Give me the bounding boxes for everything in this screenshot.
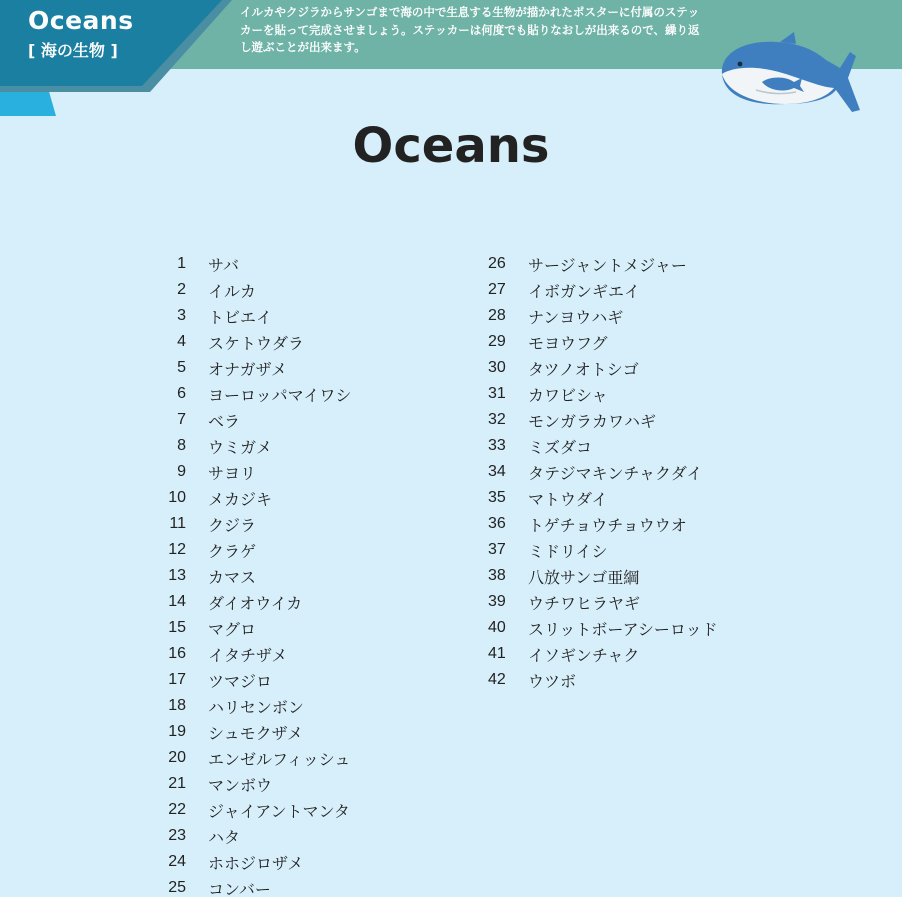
list-item <box>160 823 351 849</box>
item-number: 2 <box>177 281 186 298</box>
item-number: 39 <box>488 593 506 610</box>
item-name: ジャイアントマンタ <box>208 801 350 821</box>
item-number: 33 <box>488 437 506 454</box>
item-name: イボガンギエイ <box>528 281 641 301</box>
list-item <box>478 277 718 303</box>
item-name: クラゲ <box>208 541 257 561</box>
item-number: 31 <box>488 385 506 402</box>
list-item <box>160 849 351 875</box>
list-item <box>478 329 718 355</box>
item-name: ナンヨウハギ <box>528 307 624 327</box>
list-item <box>160 277 351 303</box>
item-name: モンガラカワハギ <box>528 411 657 431</box>
list-item <box>160 693 351 719</box>
item-number: 14 <box>168 593 186 610</box>
item-number: 17 <box>168 671 186 688</box>
item-number: 19 <box>168 723 186 740</box>
item-name: サージャントメジャー <box>528 255 687 275</box>
item-number: 38 <box>488 567 506 584</box>
item-name: イルカ <box>208 281 257 301</box>
item-name: モヨウフグ <box>528 333 608 353</box>
item-number: 24 <box>168 853 186 870</box>
item-number: 13 <box>168 567 186 584</box>
item-name: スリットボーアシーロッド <box>528 619 718 639</box>
list-item <box>478 407 718 433</box>
item-number: 23 <box>168 827 186 844</box>
item-name: ミズダコ <box>528 437 593 457</box>
list-item <box>160 537 351 563</box>
list-item <box>160 485 351 511</box>
item-name: マグロ <box>208 619 257 639</box>
item-name: サヨリ <box>208 463 257 483</box>
list-item <box>160 355 351 381</box>
item-number: 25 <box>168 879 186 896</box>
page-title: Oceans <box>352 118 550 174</box>
list-item <box>478 563 718 589</box>
list-item <box>160 875 351 897</box>
item-number: 34 <box>488 463 506 480</box>
list-item <box>160 433 351 459</box>
item-number: 29 <box>488 333 506 350</box>
item-name: クジラ <box>208 515 257 535</box>
whale-icon <box>716 30 862 118</box>
item-name: ホホジロザメ <box>208 853 304 873</box>
list-item <box>478 459 718 485</box>
item-number: 37 <box>488 541 506 558</box>
item-name: マトウダイ <box>528 489 608 509</box>
item-name: ヨーロッパマイワシ <box>208 385 352 405</box>
item-name: マンボウ <box>208 775 273 795</box>
list-item <box>478 381 718 407</box>
item-number: 35 <box>488 489 506 506</box>
item-number: 16 <box>168 645 186 662</box>
species-list-right <box>478 251 718 693</box>
item-name: スケトウダラ <box>208 333 304 353</box>
item-name: ウミガメ <box>208 437 273 457</box>
item-name: エンゼルフィッシュ <box>208 749 351 769</box>
list-item <box>478 511 718 537</box>
list-item <box>160 615 351 641</box>
item-name: ツマジロ <box>208 671 273 691</box>
item-number: 41 <box>488 645 506 662</box>
list-item <box>160 303 351 329</box>
item-name: イタチザメ <box>208 645 288 665</box>
item-name: ハタ <box>208 827 241 847</box>
item-name: ウツボ <box>528 671 577 691</box>
item-number: 4 <box>177 333 186 350</box>
item-number: 11 <box>169 515 186 532</box>
item-number: 36 <box>488 515 506 532</box>
badge-subtitle: [ 海の生物 ] <box>28 41 118 60</box>
list-item <box>160 407 351 433</box>
list-item <box>478 641 718 667</box>
item-number: 30 <box>488 359 506 376</box>
item-number: 15 <box>168 619 186 636</box>
item-number: 5 <box>177 359 186 376</box>
item-number: 26 <box>488 255 506 272</box>
item-name: 八放サンゴ亜綱 <box>528 567 640 587</box>
list-item <box>160 511 351 537</box>
item-number: 12 <box>168 541 186 558</box>
list-item <box>160 745 351 771</box>
item-number: 7 <box>177 411 186 428</box>
item-name: シュモクザメ <box>208 723 304 743</box>
list-item <box>478 433 718 459</box>
list-item <box>478 251 718 277</box>
list-item <box>478 537 718 563</box>
list-item <box>478 589 718 615</box>
list-item <box>478 615 718 641</box>
list-item <box>160 641 351 667</box>
item-name: イソギンチャク <box>528 645 640 665</box>
list-item <box>478 303 718 329</box>
list-item <box>160 251 351 277</box>
item-name: タテジマキンチャクダイ <box>528 463 703 483</box>
item-number: 1 <box>177 255 186 272</box>
list-item <box>478 485 718 511</box>
list-item <box>160 459 351 485</box>
item-number: 9 <box>177 463 186 480</box>
item-name: メカジキ <box>208 489 273 509</box>
list-item <box>160 797 351 823</box>
list-item <box>478 667 718 693</box>
list-item <box>160 563 351 589</box>
item-number: 8 <box>177 437 186 454</box>
item-number: 3 <box>177 307 186 324</box>
item-number: 20 <box>168 749 186 766</box>
species-list-left <box>160 251 351 897</box>
item-number: 10 <box>168 489 186 506</box>
item-number: 32 <box>488 411 506 428</box>
item-number: 42 <box>488 671 506 688</box>
item-name: カマス <box>208 567 257 587</box>
description-text: イルカやクジラからサンゴまで海の中で生息する生物が描かれたポスターに付属のステッカーを貼って完成させましょう。ステッカーは何度でも貼りなおしが出来るので、繰り返し遊ぶことが出来ます。 <box>240 5 700 54</box>
item-number: 21 <box>168 775 186 792</box>
item-name: コンバー <box>208 879 271 897</box>
list-item <box>160 667 351 693</box>
item-number: 22 <box>168 801 186 818</box>
item-name: タツノオトシゴ <box>528 359 639 379</box>
item-name: トゲチョウチョウウオ <box>528 515 687 535</box>
item-number: 18 <box>168 697 186 714</box>
item-number: 6 <box>177 385 186 402</box>
item-name: オナガザメ <box>208 359 288 379</box>
list-item <box>160 381 351 407</box>
list-item <box>160 589 351 615</box>
item-name: ウチワヒラヤギ <box>528 593 641 613</box>
item-name: カワビシャ <box>528 385 608 405</box>
item-number: 28 <box>488 307 506 324</box>
item-name: ミドリイシ <box>528 541 608 561</box>
list-item <box>160 771 351 797</box>
item-name: サバ <box>208 255 240 275</box>
item-name: ベラ <box>208 411 241 431</box>
list-item <box>478 355 718 381</box>
list-item <box>160 719 351 745</box>
item-number: 40 <box>488 619 506 636</box>
badge-title: Oceans <box>28 6 134 35</box>
list-item <box>160 329 351 355</box>
item-name: トビエイ <box>208 307 273 327</box>
item-name: ハリセンボン <box>208 697 304 717</box>
item-number: 27 <box>488 281 506 298</box>
item-name: ダイオウイカ <box>208 593 303 613</box>
